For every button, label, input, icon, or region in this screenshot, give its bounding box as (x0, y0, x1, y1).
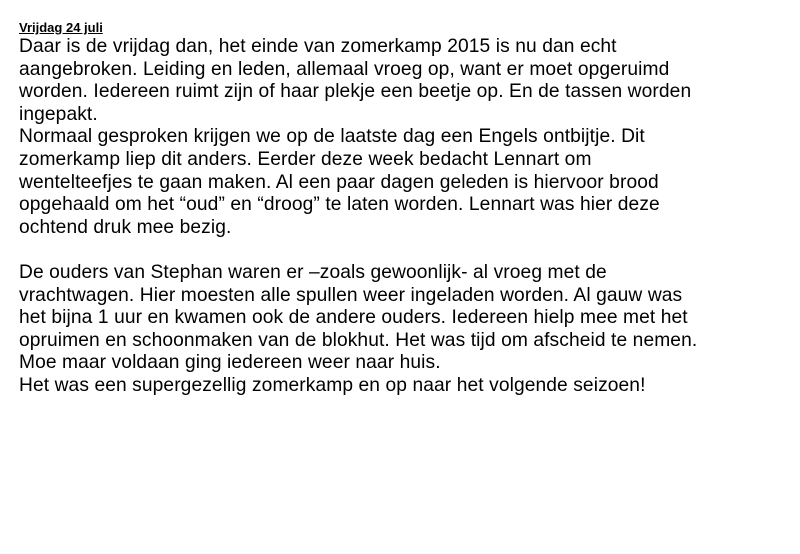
text-line: Daar is de vrijdag dan, het einde van zomerkamp 2015 is nu dan echt (19, 36, 617, 57)
text-line: Normaal gesproken krijgen we op de laatste dag een Engels ontbijtje. Dit (19, 126, 645, 148)
text-line: opruimen en schoonmaken van de blokhut. Het was tijd om afscheid te nemen. (19, 329, 698, 351)
document-heading: Vrijdag 24 juli (19, 20, 103, 35)
document-page (19, 20, 789, 398)
text-line: wentelteefjes te gaan maken. Al een paar dagen geleden is hiervoor brood (19, 171, 659, 193)
paragraph-break (19, 239, 789, 262)
text-line: De ouders van Stephan waren er –zoals gewoonlijk- al vroeg met de (19, 261, 607, 283)
text-line: opgehaald om het “oud” en “droog” te laten worden. Lennart was hier deze (19, 194, 660, 216)
text-line: het bijna 1 uur en kwamen ook de andere ouders. Iedereen hielp mee met het (19, 307, 688, 329)
text-line: worden. Iedereen ruimt zijn of haar plekje een beetje op. En de tassen worden (19, 81, 692, 103)
text-line: ochtend druk mee bezig. (19, 216, 232, 238)
text-line: aangebroken. Leiding en leden, allemaal vroeg op, want er moet opgeruimd (19, 58, 670, 80)
text-line: Het was een supergezellig zomerkamp en op naar het volgende seizoen! (19, 374, 646, 396)
text-line: vrachtwagen. Hier moesten alle spullen weer ingeladen worden. Al gauw was (19, 284, 683, 306)
text-line: ingepakt. (19, 103, 98, 125)
text-line: zomerkamp liep dit anders. Eerder deze week bedacht Lennart om (19, 148, 592, 170)
document-body (19, 36, 789, 398)
text-line: Moe maar voldaan ging iedereen weer naar huis. (19, 352, 441, 374)
